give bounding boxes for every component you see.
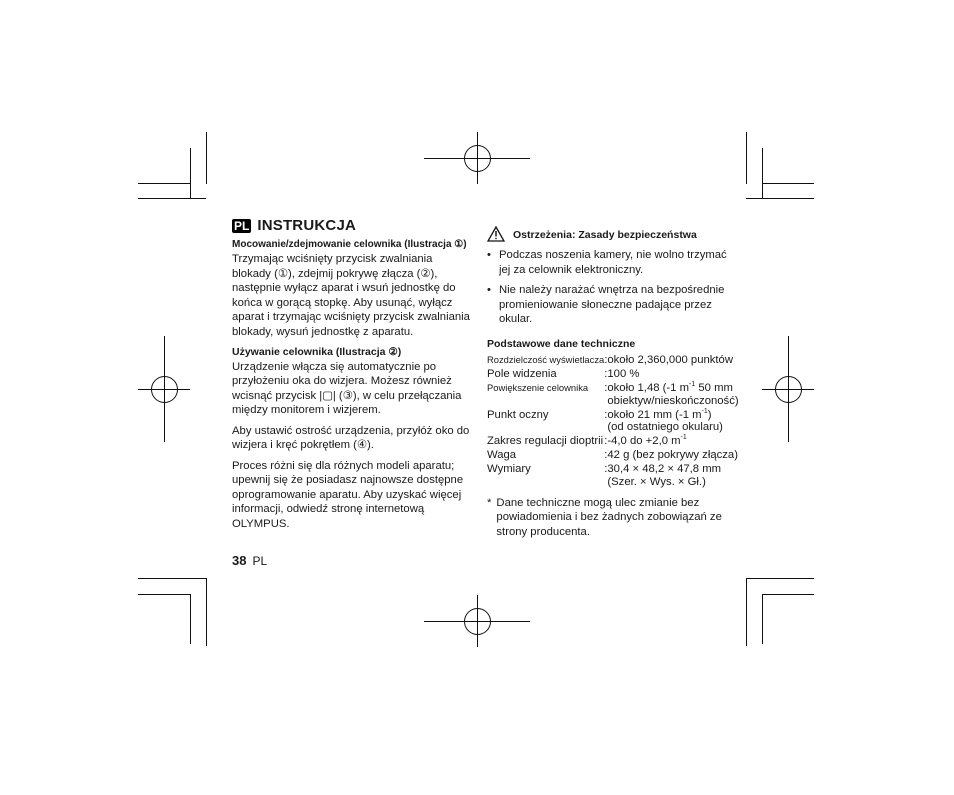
section1-body: Trzymając wciśnięty przycisk zwalniania blokady (①), zdejmij pokrywę złącza (②), następnie wyłącz aparat i wsuń jednostkę do końca w gorącą stopkę. Aby usunąć, wyłącz aparat i trzymając wciśnięty przycisk zwalniania blokady, wysuń jednostkę z aparatu. (232, 253, 470, 338)
section2-heading: Używanie celownika (Ilustracja ②) (232, 346, 402, 358)
spec-row (487, 354, 739, 368)
spec-colon: : (604, 408, 608, 421)
spec-colon: : (604, 435, 608, 447)
spec-key: Wymiary (487, 463, 531, 475)
page-language: PL (252, 554, 268, 568)
spec-colon: : (604, 463, 608, 475)
warning-triangle-icon (487, 226, 505, 242)
right-column (487, 226, 737, 539)
title-row (232, 219, 472, 234)
warning-item (487, 248, 737, 277)
warning-title: Ostrzeżenia: Zasady bezpieczeństwa (513, 228, 697, 241)
spec-row (487, 463, 739, 490)
spec-colon: : (604, 449, 608, 461)
spec-value: 30,4 × 48,2 × 47,8 mm (Szer. × Wys. × Gł.) (607, 463, 722, 488)
bullet-mark: • (487, 249, 491, 261)
spec-value: 100 % (607, 368, 640, 380)
footnote (487, 496, 737, 540)
spec-row (487, 382, 739, 409)
spec-value: około 2,360,000 punktów (607, 354, 733, 366)
warning-item (487, 283, 737, 327)
spec-row (487, 368, 739, 382)
spec-colon: : (604, 368, 608, 380)
spec-value: -4,0 do +2,0 $m^{-1}$ (607, 434, 687, 447)
page-number: 38 (232, 553, 247, 568)
specs-table (487, 354, 739, 490)
spec-value: 42 g (bez pokrywy złącza) (607, 449, 738, 461)
section2-body1: Urządzenie włącza się automatycznie po przyłożeniu oka do wizjera. Możesz również wcisnąć przycisk |▢| (③), w celu przełączania między monitorem i wizjerem. (232, 360, 462, 416)
section1-heading: Mocowanie/zdejmowanie celownika (Ilustracja ①) (232, 238, 467, 250)
language-badge: PL (234, 219, 250, 234)
spec-key: Pole widzenia (487, 368, 557, 380)
left-column (232, 219, 472, 537)
warning-heading (487, 226, 737, 242)
spec-colon: : (604, 354, 608, 366)
bullet-mark: • (487, 284, 491, 296)
footnote-mark: * (487, 496, 492, 509)
specs-title: Podstawowe dane techniczne (487, 337, 636, 350)
spec-row (487, 449, 739, 463)
spec-colon: : (604, 382, 608, 394)
spec-key: Powiększenie celownika (487, 382, 589, 393)
section2-body2: Aby ustawić ostrość urządzenia, przyłóż oko do wizjera i kręć pokrętłem (④). (232, 424, 470, 451)
page-footer (232, 553, 267, 568)
spec-value: około 1,48 (-1 $m^{-1}$ 50 mm obiektyw/nieskończoność) (607, 381, 739, 407)
section2-body3: Proces różni się dla różnych modeli aparatu; upewnij się że posiadasz najnowsze dostępne oprogramowanie aparatu. Aby uzyskać więcej informacji, odwiedź stronę internetową OLYMPUS. (232, 459, 464, 530)
spec-value: około 21 mm (-1 $m^{-1}$) (od ostatniego okularu) (607, 407, 723, 433)
spec-row (487, 409, 739, 436)
spec-key: Waga (487, 449, 517, 461)
warning-text: Podczas noszenia kamery, nie wolno trzymać jej za celownik elektroniczny. (499, 249, 727, 276)
page-title: INSTRUKCJA (257, 217, 357, 234)
spec-key: Punkt oczny (487, 408, 549, 421)
spec-key: Rozdzielczość wyświetlacza (487, 354, 605, 365)
spec-row (487, 435, 739, 449)
warning-text: Nie należy narażać wnętrza na bezpośrednie promieniowanie słoneczne padające przez okular. (499, 284, 725, 325)
footnote-text: Dane techniczne mogą ulec zmianie bez powiadomienia i bez żadnych zobowiązań ze strony producenta. (496, 496, 722, 538)
spec-key: Zakres regulacji dioptrii (487, 435, 604, 447)
